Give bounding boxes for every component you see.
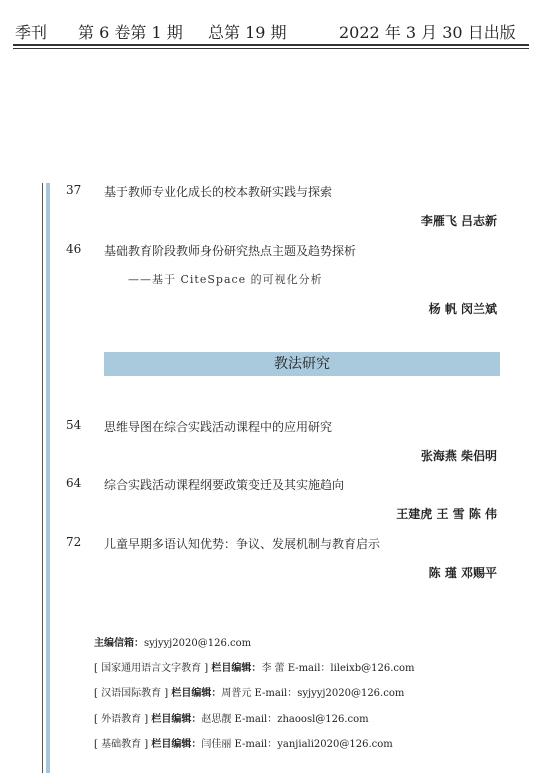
toc-authors: 王建虎 王 雪 陈 伟: [396, 507, 497, 521]
journal-header: [0, 0, 542, 56]
volume-issue: 第 6 卷第 1 期: [78, 23, 183, 42]
toc-page-number: 37: [66, 183, 82, 197]
toc-article-title[interactable]: 综合实践活动课程纲要政策变迁及其实施趋向: [104, 478, 345, 492]
editor-contact: 闫佳丽 E-mail：yanjiali2020@126.com: [201, 739, 393, 750]
sidebar-divider: [42, 183, 43, 773]
toc-article-subtitle: ——基于 CiteSpace 的可视化分析: [128, 273, 323, 286]
editor-column: [ 汉语国际教育 ]: [94, 688, 172, 699]
toc-authors: 张海燕 柴侣明: [420, 449, 497, 463]
editor-role: 栏目编辑：: [151, 739, 202, 750]
editor-contact: 周普元 E-mail：syjyyj2020@126.com: [221, 688, 405, 699]
toc-authors: 陈 瑾 邓赐平: [428, 566, 497, 580]
editor-line: [94, 684, 404, 699]
total-issue: 总第 19 期: [208, 23, 287, 42]
editor-line: [94, 634, 251, 649]
toc-page-number: 54: [66, 418, 82, 432]
toc-page-number: 64: [66, 476, 82, 490]
toc-page-number: 46: [66, 242, 82, 256]
toc-authors: 杨 帆 闵兰斌: [428, 302, 497, 316]
editor-line: [94, 659, 415, 674]
header-rule-thin: [13, 48, 529, 49]
sidebar-accent-bar: [46, 183, 50, 773]
editor-contact: 李 蕾 E-mail：lileixb@126.com: [261, 663, 415, 674]
editor-line: [94, 710, 369, 725]
toc-page-number: 72: [66, 535, 82, 549]
toc-article-title[interactable]: 儿童早期多语认知优势：争议、发展机制与教育启示: [104, 537, 381, 551]
editor-line: [94, 735, 393, 750]
toc-authors: 李雁飞 吕志新: [420, 214, 497, 228]
header-rule: [13, 44, 529, 46]
publish-date: 2022 年 3 月 30 日出版: [339, 23, 516, 42]
editor-column: [ 基础教育 ]: [94, 739, 152, 750]
editor-role: 主编信箱：: [94, 638, 144, 649]
editor-role: 栏目编辑：: [171, 688, 222, 699]
quarterly-label: 季刊: [15, 23, 48, 42]
editor-contact: syjyyj2020@126.com: [144, 638, 252, 649]
editor-role: 栏目编辑：: [151, 714, 202, 725]
section-banner: [104, 352, 500, 376]
editor-role: 栏目编辑：: [211, 663, 262, 674]
editor-column: [ 国家通用语言文字教育 ]: [94, 663, 212, 674]
editor-column: [ 外语教育 ]: [94, 714, 152, 725]
toc-article-title[interactable]: 基于教师专业化成长的校本教研实践与探索: [104, 185, 333, 199]
toc-article-title[interactable]: 基础教育阶段教师身份研究热点主题及趋势探析: [104, 244, 357, 258]
editor-contact: 赵思靓 E-mail：zhaoosl@126.com: [201, 714, 369, 725]
section-title: 教法研究: [274, 356, 330, 372]
toc-article-title[interactable]: 思维导图在综合实践活动课程中的应用研究: [104, 420, 333, 434]
